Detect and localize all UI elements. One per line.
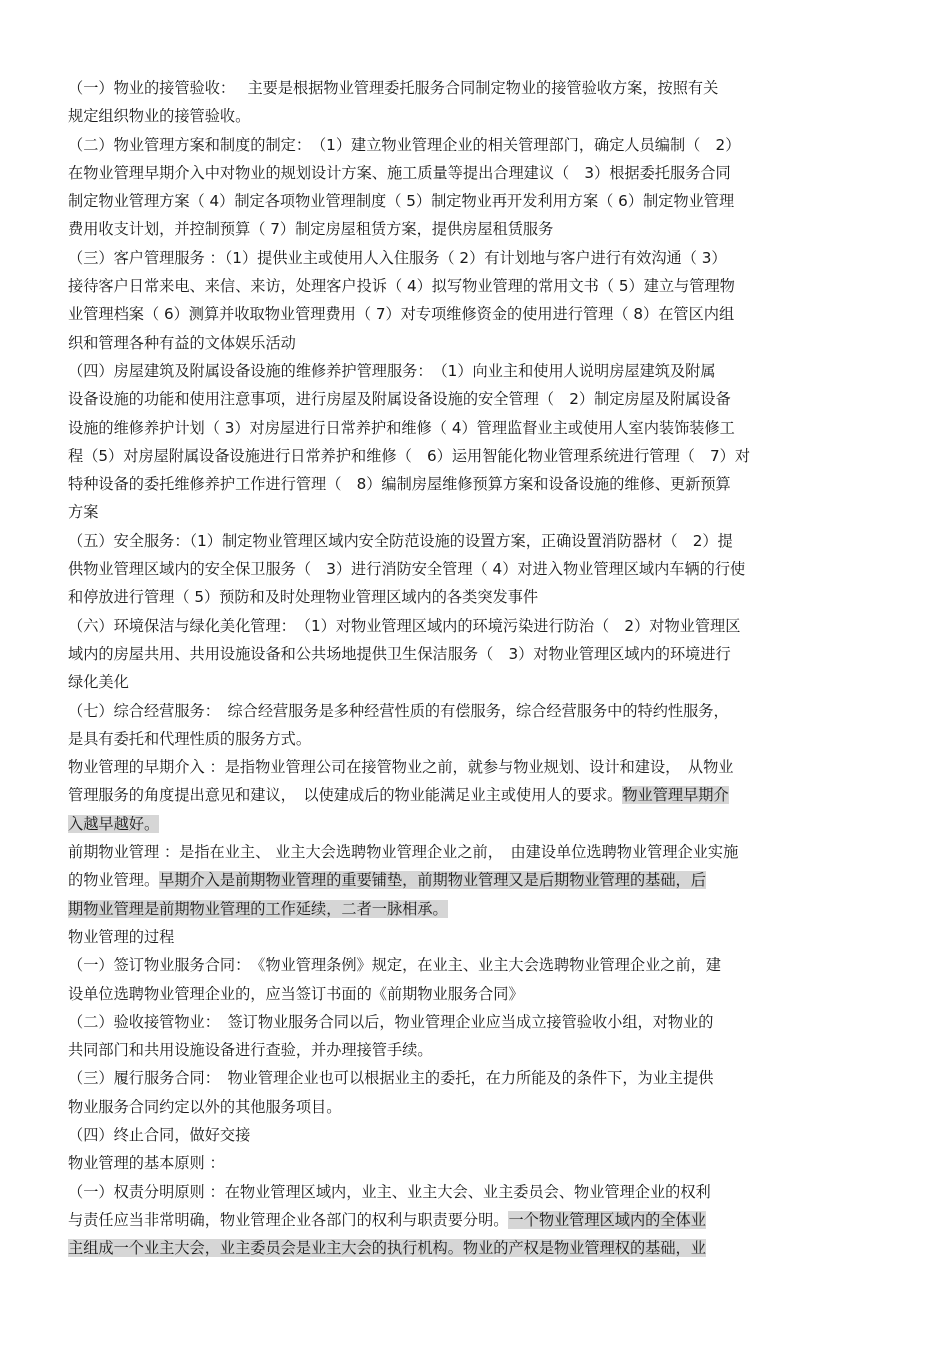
line-text: （一）签订物业服务合同： 《物业管理条例》规定，在业主、业主大会选聘物业管理企业之前，建 (68, 956, 722, 975)
text-line (68, 1036, 882, 1064)
line-text: （三）客户管理服务 ：（1）提供业主或使用人入住服务（ 2）有计划地与客户进行有效沟通（ 3） (68, 248, 727, 267)
line-text: （四）终止合同，做好交接 (68, 1125, 251, 1144)
line-text: （一）权责分明原则 ：在物业管理区域内，业主、业主大会、业主委员会、物业管理企业的权利 (68, 1182, 711, 1201)
text-line (68, 74, 882, 102)
line-text: 设备设施的功能和使用注意事项，进行房屋及附属设备设施的安全管理（ 2）制定房屋及附属设备 (68, 390, 731, 409)
text-line (68, 1008, 882, 1036)
line-text: 前期物业管理 ：是指在业主、 业主大会选聘物业管理企业之前， 由建设单位选聘物业管理企业实施 (68, 843, 739, 862)
line-text: （一）物业的接管验收： 主要是根据物业管理委托服务合同制定物业的接管验收方案，按照有关 (68, 79, 719, 97)
line-text: （六）环境保洁与绿化美化管理： （1）对物业管理区域内的环境污染进行防治（ 2）对物业管理区 (68, 616, 741, 635)
text-line (68, 980, 882, 1008)
text-line (68, 414, 882, 442)
line-text: 设施的维修养护计划（ 3）对房屋进行日常养护和维修（ 4）管理监督业主或使用人室内装饰装修工 (68, 418, 735, 437)
line-text: 制定物业管理方案（ 4）制定各项物业管理制度（ 5）制定物业再开发利用方案（ 6）制定物业管理 (68, 192, 735, 211)
text-line (68, 895, 882, 923)
line-text: 的物业管理。 (68, 871, 160, 890)
text-line (68, 697, 882, 725)
text-line (68, 470, 882, 498)
text-line (68, 866, 882, 894)
line-text: 在物业管理早期介入中对物业的规划设计方案、施工质量等提出合理建议（ 3）根据委托服务合同 (68, 163, 731, 182)
line-text: 业管理档案（ 6）测算并收取物业管理费用（ 7）对专项维修资金的使用进行管理（ 8）在管区内组 (68, 305, 735, 324)
text-line (68, 159, 882, 187)
text-line (68, 131, 882, 159)
text-line (68, 583, 882, 611)
text-line (68, 102, 882, 130)
line-text: 程（5）对房屋附属设备设施进行日常养护和维修（ 6）运用智能化物业管理系统进行管理（ 7）对 (68, 446, 751, 465)
text-line (68, 1093, 882, 1121)
text-line (68, 810, 882, 838)
line-text: 物业管理的基本原则 ： (68, 1154, 225, 1173)
text-line (68, 1064, 882, 1092)
text-line (68, 187, 882, 215)
text-line (68, 244, 882, 272)
highlighted-text: 入越早越好。 (68, 814, 160, 833)
text-line (68, 781, 882, 809)
text-line (68, 498, 882, 526)
text-line (68, 668, 882, 696)
highlighted-text: 期物业管理是前期物业管理的工作延续，二者一脉相承。 (68, 899, 448, 918)
text-line (68, 357, 882, 385)
line-text: （三）履行服务合同： 物业管理企业也可以根据业主的委托，在力所能及的条件下，为业主提供 (68, 1069, 714, 1088)
line-text: （二）物业管理方案和制度的制定： （1）建立物业管理企业的相关管理部门，确定人员编制（ 2） (68, 135, 741, 154)
line-text: （七）综合经营服务： 综合经营服务是多种经营性质的有偿服务，综合经营服务中的特约性服务， (68, 701, 729, 720)
text-line (68, 555, 882, 583)
text-line (68, 300, 882, 328)
text-line (68, 640, 882, 668)
line-text: 域内的房屋共用、共用设施设备和公共场地提供卫生保洁服务（ 3）对物业管理区域内的环境进行 (68, 644, 731, 663)
text-line (68, 923, 882, 951)
line-text: （四）房屋建筑及附属设备设施的维修养护管理服务： （1）向业主和使用人说明房屋建筑及附属 (68, 361, 716, 380)
text-line (68, 1234, 882, 1262)
line-text: 是具有委托和代理性质的服务方式。 (68, 729, 311, 748)
text-line (68, 272, 882, 300)
text-line (68, 1206, 882, 1234)
highlighted-text: 物业管理早期介 (622, 786, 729, 805)
text-line (68, 329, 882, 357)
text-line (68, 527, 882, 555)
text-line (68, 725, 882, 753)
line-text: （二）验收接管物业： 签订物业服务合同以后，物业管理企业应当成立接管验收小组，对物业的 (68, 1012, 714, 1031)
line-text: 织和管理各种有益的文体娱乐活动 (68, 333, 296, 352)
line-text: 绿化美化 (68, 673, 129, 692)
text-line (68, 385, 882, 413)
line-text: 接待客户日常来电、来信、来访，处理客户投诉（ 4）拟写物业管理的常用文书（ 5）建立与管理物 (68, 277, 735, 296)
text-line (68, 442, 882, 470)
text-line (68, 951, 882, 979)
line-text: 管理服务的角度提出意见和建议， 以使建成后的物业能满足业主或使用人的要求。 (68, 786, 623, 805)
line-text: （五）安全服务：（1）制定物业管理区域内安全防范设施的设置方案，正确设置消防器材（ 2）提 (68, 531, 733, 550)
line-text: 方案 (68, 503, 99, 522)
text-line (68, 215, 882, 243)
highlighted-text: 一个物业管理区域内的全体业 (508, 1210, 706, 1229)
line-text: 费用收支计划，并控制预算（ 7）制定房屋租赁方案，提供房屋租赁服务 (68, 220, 554, 239)
line-text: 物业管理的早期介入 ：是指物业管理公司在接管物业之前，就参与物业规划、设计和建设， 从物业 (68, 758, 734, 777)
line-text: 供物业管理区域内的安全保卫服务（ 3）进行消防安全管理（ 4）对进入物业管理区域内车辆的行使 (68, 560, 746, 579)
text-line (68, 838, 882, 866)
line-text: 物业管理的过程 (68, 927, 175, 946)
text-line (68, 1121, 882, 1149)
line-text: 共同部门和共用设施设备进行查验，并办理接管手续。 (68, 1041, 433, 1060)
text-line (68, 1149, 882, 1177)
text-line (68, 1178, 882, 1206)
line-text: 规定组织物业的接管验收。 (68, 107, 251, 126)
line-text: 和停放进行管理（ 5）预防和及时处理物业管理区域内的各类突发事件 (68, 588, 539, 607)
line-text: 与责任应当非常明确，物业管理企业各部门的权利与职责要分明。 (68, 1210, 509, 1229)
highlighted-text: 主组成一个业主大会，业主委员会是业主大会的执行机构。物业的产权是物业管理权的基础，业 (68, 1239, 706, 1258)
text-line (68, 612, 882, 640)
line-text: 特种设备的委托维修养护工作进行管理（ 8）编制房屋维修预算方案和设备设施的维修、更新预算 (68, 475, 731, 494)
text-line (68, 753, 882, 781)
line-text: 物业服务合同约定以外的其他服务项目。 (68, 1097, 342, 1116)
line-text: 设单位选聘物业管理企业的，应当签订书面的《前期物业服务合同》 (68, 984, 524, 1003)
highlighted-text: 早期介入是前期物业管理的重要铺垫，前期物业管理又是后期物业管理的基础，后 (159, 871, 706, 890)
